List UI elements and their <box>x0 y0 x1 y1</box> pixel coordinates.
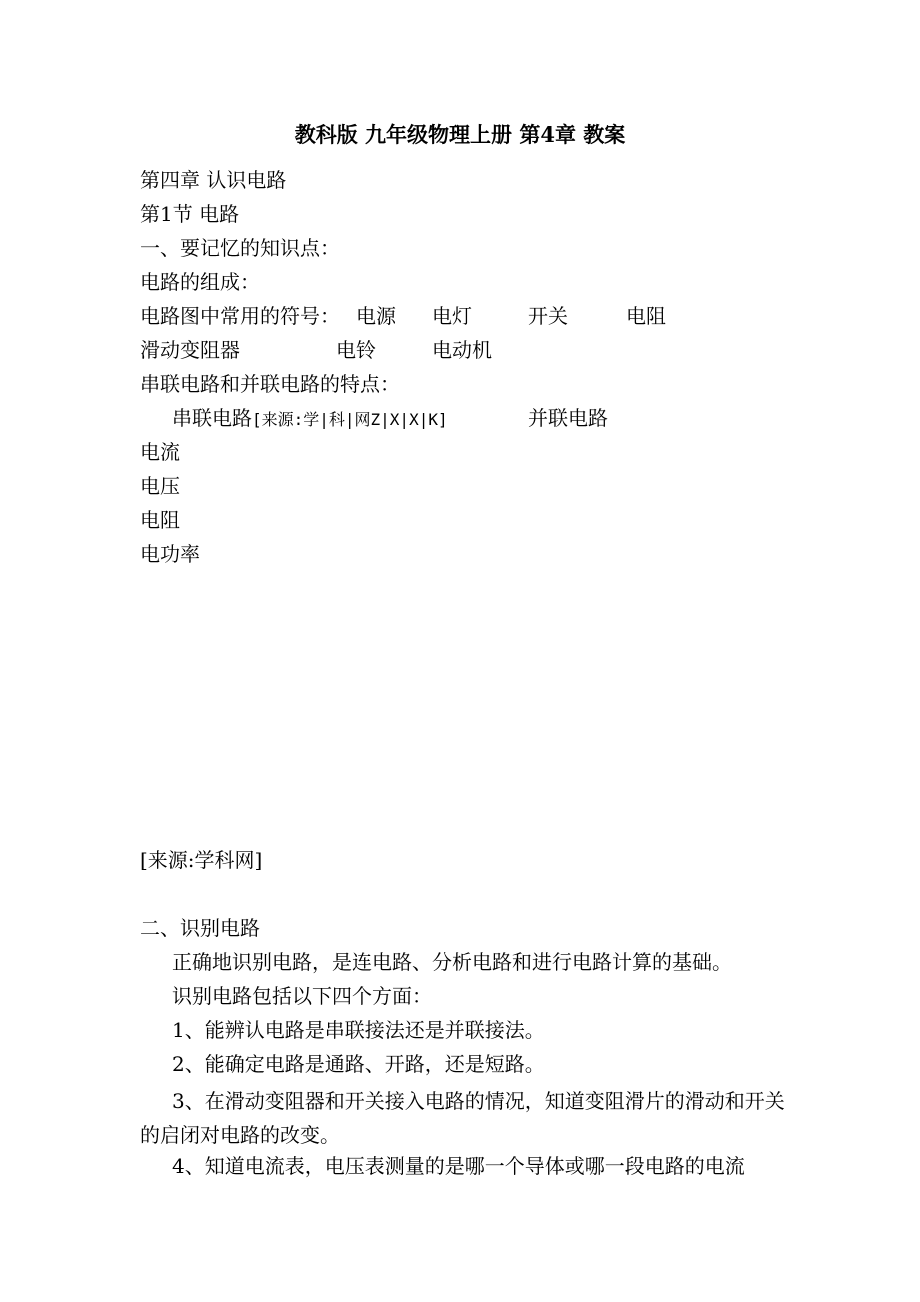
part2-item-4: 4、知道电流表，电压表测量的是哪一个导体或哪一段电路的电流 <box>172 1154 745 1178</box>
symbol-motor: 电动机 <box>432 338 492 362</box>
symbol-lamp: 电灯 <box>432 304 472 328</box>
symbol-switch: 开关 <box>528 304 568 328</box>
part2-paragraph-1: 正确地识别电路，是连电路、分析电路和进行电路计算的基础。 <box>172 950 732 974</box>
features-label: 串联电路和并联电路的特点： <box>140 372 400 396</box>
section-heading: 第1节 电路 <box>140 202 240 226</box>
part2-item-2: 2、能确定电路是通路、开路，还是短路。 <box>172 1052 545 1076</box>
series-label: 串联电路 <box>172 406 252 430</box>
document-title: 教科版 九年级物理上册 第4章 教案 <box>294 122 626 147</box>
symbol-bell: 电铃 <box>336 338 376 362</box>
composition-label: 电路的组成： <box>140 270 260 294</box>
row-current: 电流 <box>140 440 180 464</box>
part1-heading: 一、要记忆的知识点： <box>140 236 340 260</box>
part2-heading: 二、识别电路 <box>140 916 260 940</box>
part2-item-3: 3、在滑动变阻器和开关接入电路的情况，知道变阻滑片的滑动和开关的启闭对电路的改变。 <box>140 1089 785 1147</box>
row-resistance: 电阻 <box>140 508 180 532</box>
symbol-rheostat: 滑动变阻器 <box>140 338 240 362</box>
series-source-note: [来源:学|科|网Z|X|X|K] <box>252 410 448 429</box>
symbol-resistor: 电阻 <box>626 304 666 328</box>
parallel-header: 并联电路 <box>528 406 608 430</box>
symbols-label: 电路图中常用的符号： <box>140 304 340 328</box>
source-note: [来源:学科网] <box>140 848 263 872</box>
series-header <box>172 404 448 434</box>
part2-paragraph-2: 识别电路包括以下四个方面： <box>172 984 432 1008</box>
part2-item-1: 1、能辨认电路是串联接法还是并联接法。 <box>172 1018 545 1042</box>
row-voltage: 电压 <box>140 474 180 498</box>
chapter-heading: 第四章 认识电路 <box>140 168 287 192</box>
symbol-power-source: 电源 <box>356 304 396 328</box>
row-power: 电功率 <box>140 542 200 566</box>
